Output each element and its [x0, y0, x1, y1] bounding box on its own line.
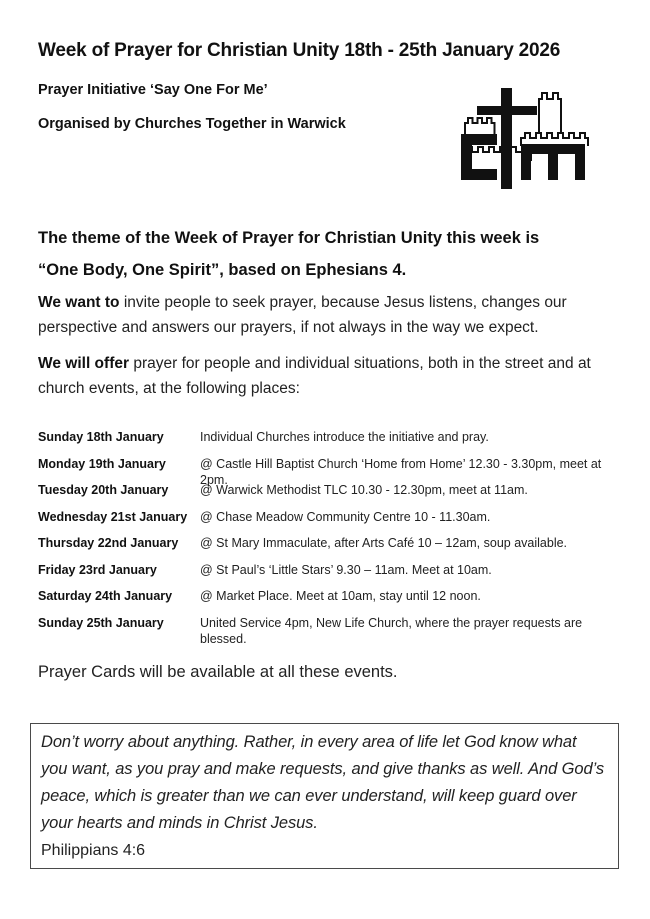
- schedule-row: [38, 429, 622, 456]
- intro-1-lead: We want to: [38, 294, 120, 312]
- schedule-detail: @ Castle Hill Baptist Church ‘Home from Home’ 12.30 - 3.30pm, meet at 2pm.: [200, 456, 602, 487]
- schedule-detail: @ Warwick Methodist TLC 10.30 - 12.30pm, meet at 11am.: [200, 483, 528, 498]
- schedule-row: [38, 535, 622, 562]
- scripture-reference: Philippians 4:6: [41, 842, 146, 860]
- schedule-detail: @ St Paul’s ‘Little Stars’ 9.30 – 11am. Meet at 10am.: [200, 562, 492, 577]
- schedule-day: Saturday 24th January: [38, 589, 173, 604]
- schedule-detail: United Service 4pm, New Life Church, where the prayer requests are blessed.: [200, 615, 583, 646]
- theme-line-2: “One Body, One Spirit”, based on Ephesians 4.: [38, 260, 407, 279]
- subtitle-initiative: Prayer Initiative ‘Say One For Me’: [38, 81, 268, 98]
- schedule-day: Tuesday 20th January: [38, 483, 169, 498]
- schedule-day: Sunday 18th January: [38, 430, 164, 445]
- ctw-cross-castle-icon: [453, 86, 593, 191]
- intro-section: [38, 291, 622, 401]
- schedule-row: [38, 482, 622, 509]
- schedule-detail: Individual Churches introduce the initiative and pray.: [200, 430, 489, 445]
- scripture-quote-box: [30, 723, 619, 869]
- document-header: [38, 40, 622, 133]
- scripture-quote-text: Don’t worry about anything. Rather, in every area of life let God know what you want, as you pray and make requests, and give thanks as well. And God’s peace, which is greater than we can ever understand, will keep guard over your hearts and minds in Christ Jesus.: [41, 733, 604, 833]
- theme-line-1: The theme of the Week of Prayer for Christian Unity this week is: [38, 229, 540, 248]
- subtitle-organiser: Organised by Churches Together in Warwick: [38, 115, 346, 132]
- schedule-table: [38, 429, 622, 646]
- schedule-row: [38, 615, 622, 646]
- schedule-detail: @ Market Place. Meet at 10am, stay until 12 noon.: [200, 589, 481, 604]
- intro-2-body: prayer for people and individual situations, both in the street and at church events, at the following places:: [38, 355, 591, 397]
- schedule-day: Friday 23rd January: [38, 562, 157, 577]
- intro-1-body: invite people to seek prayer, because Jesus listens, changes our perspective and answers our prayers, if not always in the way we expect.: [38, 294, 567, 336]
- page-title: Week of Prayer for Christian Unity 18th - 25th January 2026: [38, 40, 561, 61]
- schedule-row: [38, 509, 622, 536]
- prayer-cards-note: Prayer Cards will be available at all these events.: [38, 663, 398, 682]
- intro-paragraph-2: [38, 352, 598, 401]
- schedule-detail: @ St Mary Immaculate, after Arts Café 10 – 12am, soup available.: [200, 536, 568, 551]
- schedule-detail: @ Chase Meadow Community Centre 10 - 11.30am.: [200, 509, 491, 524]
- schedule-row: [38, 456, 622, 487]
- theme-section: [38, 228, 622, 280]
- schedule-row: [38, 562, 622, 589]
- schedule-row: [38, 588, 622, 615]
- schedule-day: Wednesday 21st January: [38, 509, 188, 524]
- schedule-day: Sunday 25th January: [38, 615, 164, 630]
- churches-together-warwick-logo: [453, 86, 593, 191]
- intro-2-lead: We will offer: [38, 355, 130, 373]
- schedule-day: Thursday 22nd January: [38, 536, 179, 551]
- schedule-day: Monday 19th January: [38, 456, 166, 471]
- intro-paragraph-1: [38, 291, 598, 340]
